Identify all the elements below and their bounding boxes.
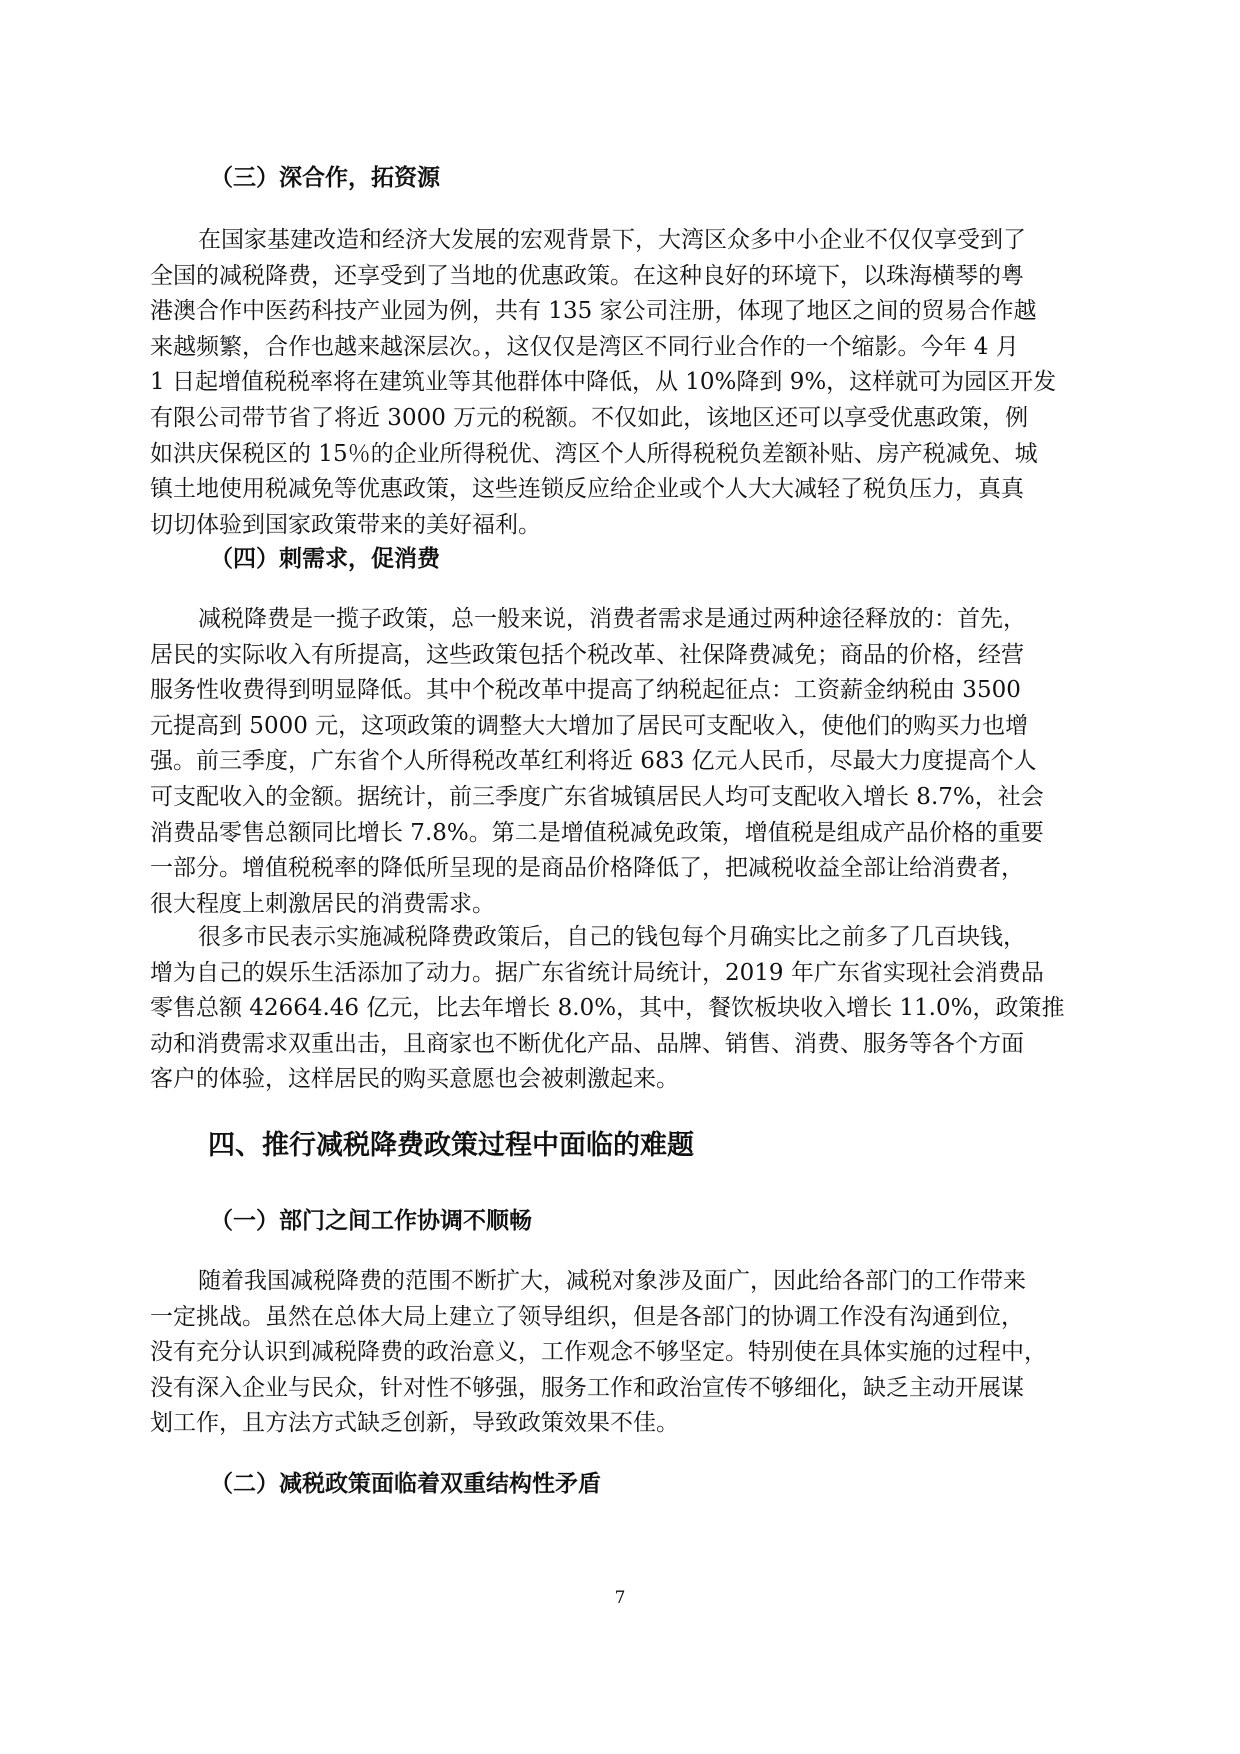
paragraph-line: 很大程度上刺激居民的消费需求。 <box>150 890 495 917</box>
paragraph-line: 在国家基建改造和经济大发展的宏观背景下，大湾区众多中小企业不仅仅享受到了 <box>198 227 1026 253</box>
paragraph-line: 切切体验到国家政策带来的美好福利。 <box>150 511 541 538</box>
paragraph-line: 增为自己的娱乐生活添加了动力。据广东省统计局统计，2019 年广东省实现社会消费品 <box>150 959 1044 986</box>
section-heading-3: （三）深合作，拓资源 <box>210 165 440 191</box>
paragraph-line: 随着我国减税降费的范围不断扩大，减税对象涉及面广，因此给各部门的工作带来 <box>198 1268 1026 1294</box>
subsection-heading-2: （二）减税政策面临着双重结构性矛盾 <box>210 1471 601 1497</box>
paragraph-coordination <box>150 1264 1098 1442</box>
paragraph-line: 一部分。增值税税率的降低所呈现的是商品价格降低了，把减税收益全部让给消费者， <box>150 855 1024 882</box>
paragraph-citizens <box>150 920 1098 1098</box>
paragraph-line: 港澳合作中医药科技产业园为例，共有 135 家公司注册，体现了地区之间的贸易合作越 <box>150 298 1037 325</box>
paragraph-line: 服务性收费得到明显降低。其中个税改革中提高了纳税起征点：工资薪金纳税由 3500 <box>150 677 1021 704</box>
subsection-heading-1: （一）部门之间工作协调不顺畅 <box>210 1208 532 1234</box>
paragraph-line: 没有充分认识到减税降费的政治意义，工作观念不够坚定。特别使在具体实施的过程中， <box>150 1339 1047 1366</box>
paragraph-line: 消费品零售总额同比增长 7.8%。第二是增值税减免政策，增值税是组成产品价格的重要 <box>150 819 1044 846</box>
paragraph-line: 减税降费是一揽子政策，总一般来说，消费者需求是通过两种途径释放的：首先， <box>198 606 1026 632</box>
chapter-heading: 四、推行减税降费政策过程中面临的难题 <box>208 1130 694 1161</box>
paragraph-line: 划工作，且方法方式缺乏创新，导致政策效果不佳。 <box>150 1410 679 1437</box>
paragraph-line: 一定挑战。虽然在总体大局上建立了领导组织，但是各部门的协调工作没有沟通到位， <box>150 1303 1024 1330</box>
paragraph-line: 居民的实际收入有所提高，这些政策包括个税改革、社保降费减免；商品的价格，经营 <box>150 641 1024 668</box>
paragraph-line: 零售总额 42664.46 亿元，比去年增长 8.0%，其中，餐饮板块收入增长 11.0%，政策推 <box>150 995 1065 1022</box>
paragraph-line: 如洪庆保税区的 15％的企业所得税优、湾区个人所得税税负差额补贴、房产税减免、城 <box>150 440 1038 467</box>
paragraph-line: 镇土地使用税减免等优惠政策，这些连锁反应给企业或个人大大减轻了税负压力，真真 <box>150 476 1024 503</box>
paragraph-line: 可支配收入的金额。据统计，前三季度广东省城镇居民人均可支配收入增长 8.7%，社会 <box>150 783 1044 810</box>
paragraph-line: 没有深入企业与民众，针对性不够强，服务工作和政治宣传不够细化，缺乏主动开展谋 <box>150 1374 1024 1401</box>
paragraph-line: 客户的体验，这样居民的购买意愿也会被刺激起来。 <box>150 1066 679 1093</box>
paragraph-cooperation <box>150 223 1098 543</box>
paragraph-line: 很多市民表示实施减税降费政策后，自己的钱包每个月确实比之前多了几百块钱， <box>198 924 1026 950</box>
paragraph-line: 有限公司带节省了将近 3000 万元的税额。不仅如此，该地区还可以享受优惠政策，例 <box>150 404 1029 431</box>
section-heading-4: （四）刺需求，促消费 <box>210 546 440 572</box>
page-number: 7 <box>614 1588 626 1608</box>
paragraph-line: 动和消费需求双重出击，且商家也不断优化产品、品牌、销售、消费、服务等各个方面 <box>150 1030 1024 1057</box>
paragraph-line: 来越频繁，合作也越来越深层次。，这仅仅是湾区不同行业合作的一个缩影。今年 4 月 <box>150 333 1019 360</box>
paragraph-line: 强。前三季度，广东省个人所得税改革红利将近 683 亿元人民币，尽最大力度提高个人 <box>150 748 1037 775</box>
paragraph-line: 元提高到 5000 元，这项政策的调整大大增加了居民可支配收入，使他们的购买力也增 <box>150 712 1029 739</box>
paragraph-consumption <box>150 602 1098 922</box>
paragraph-line: 1 日起增值税税率将在建筑业等其他群体中降低，从 10%降到 9%，这样就可为园区开发 <box>150 369 1057 396</box>
paragraph-line: 全国的减税降费，还享受到了当地的优惠政策。在这种良好的环境下，以珠海横琴的粤 <box>150 262 1024 289</box>
